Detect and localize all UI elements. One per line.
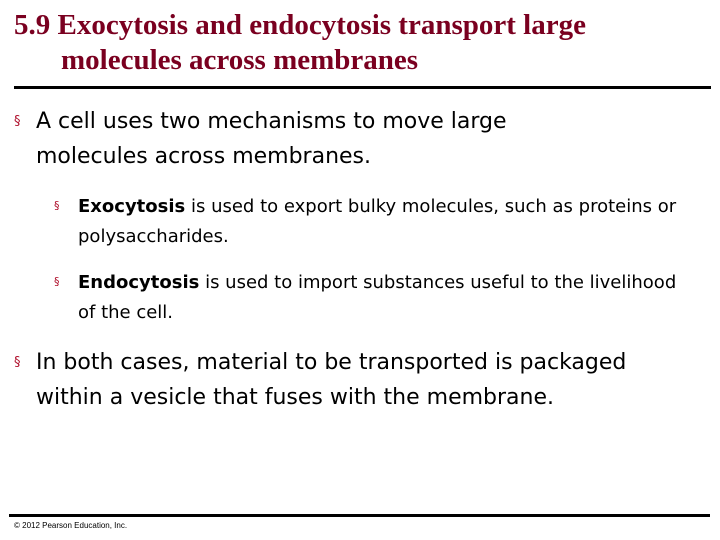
copyright-footer: © 2012 Pearson Education, Inc.: [14, 521, 128, 530]
sub-bullet-endocytosis: [54, 268, 688, 328]
bullet-2-text: In both cases, material to be transported is packaged within a vesicle that fuses with the membrane.: [36, 350, 627, 410]
bullet-1: [14, 104, 596, 174]
footer-divider: [9, 514, 710, 517]
bullet-2: [14, 345, 656, 415]
title-line-1: 5.9 Exocytosis and endocytosis transport large: [14, 9, 586, 41]
sub-bullet-endocytosis-text: is used to import substances useful to the livelihood of the cell.: [78, 272, 677, 323]
title-line-2: molecules across membranes: [61, 44, 419, 76]
slide-title: [14, 8, 704, 78]
bullet-marker-icon: §: [14, 114, 21, 129]
term-exocytosis: Exocytosis: [78, 196, 186, 217]
bullet-marker-icon: §: [54, 275, 60, 288]
bullet-marker-icon: §: [14, 355, 21, 370]
bullet-1-text: A cell uses two mechanisms to move large molecules across membranes.: [36, 109, 507, 169]
bullet-marker-icon: §: [54, 199, 60, 212]
title-divider: [14, 86, 711, 89]
sub-bullet-exocytosis: [54, 192, 688, 252]
sub-bullet-exocytosis-text: is used to export bulky molecules, such as proteins or polysaccharides.: [78, 196, 677, 247]
term-endocytosis: Endocytosis: [78, 272, 200, 293]
